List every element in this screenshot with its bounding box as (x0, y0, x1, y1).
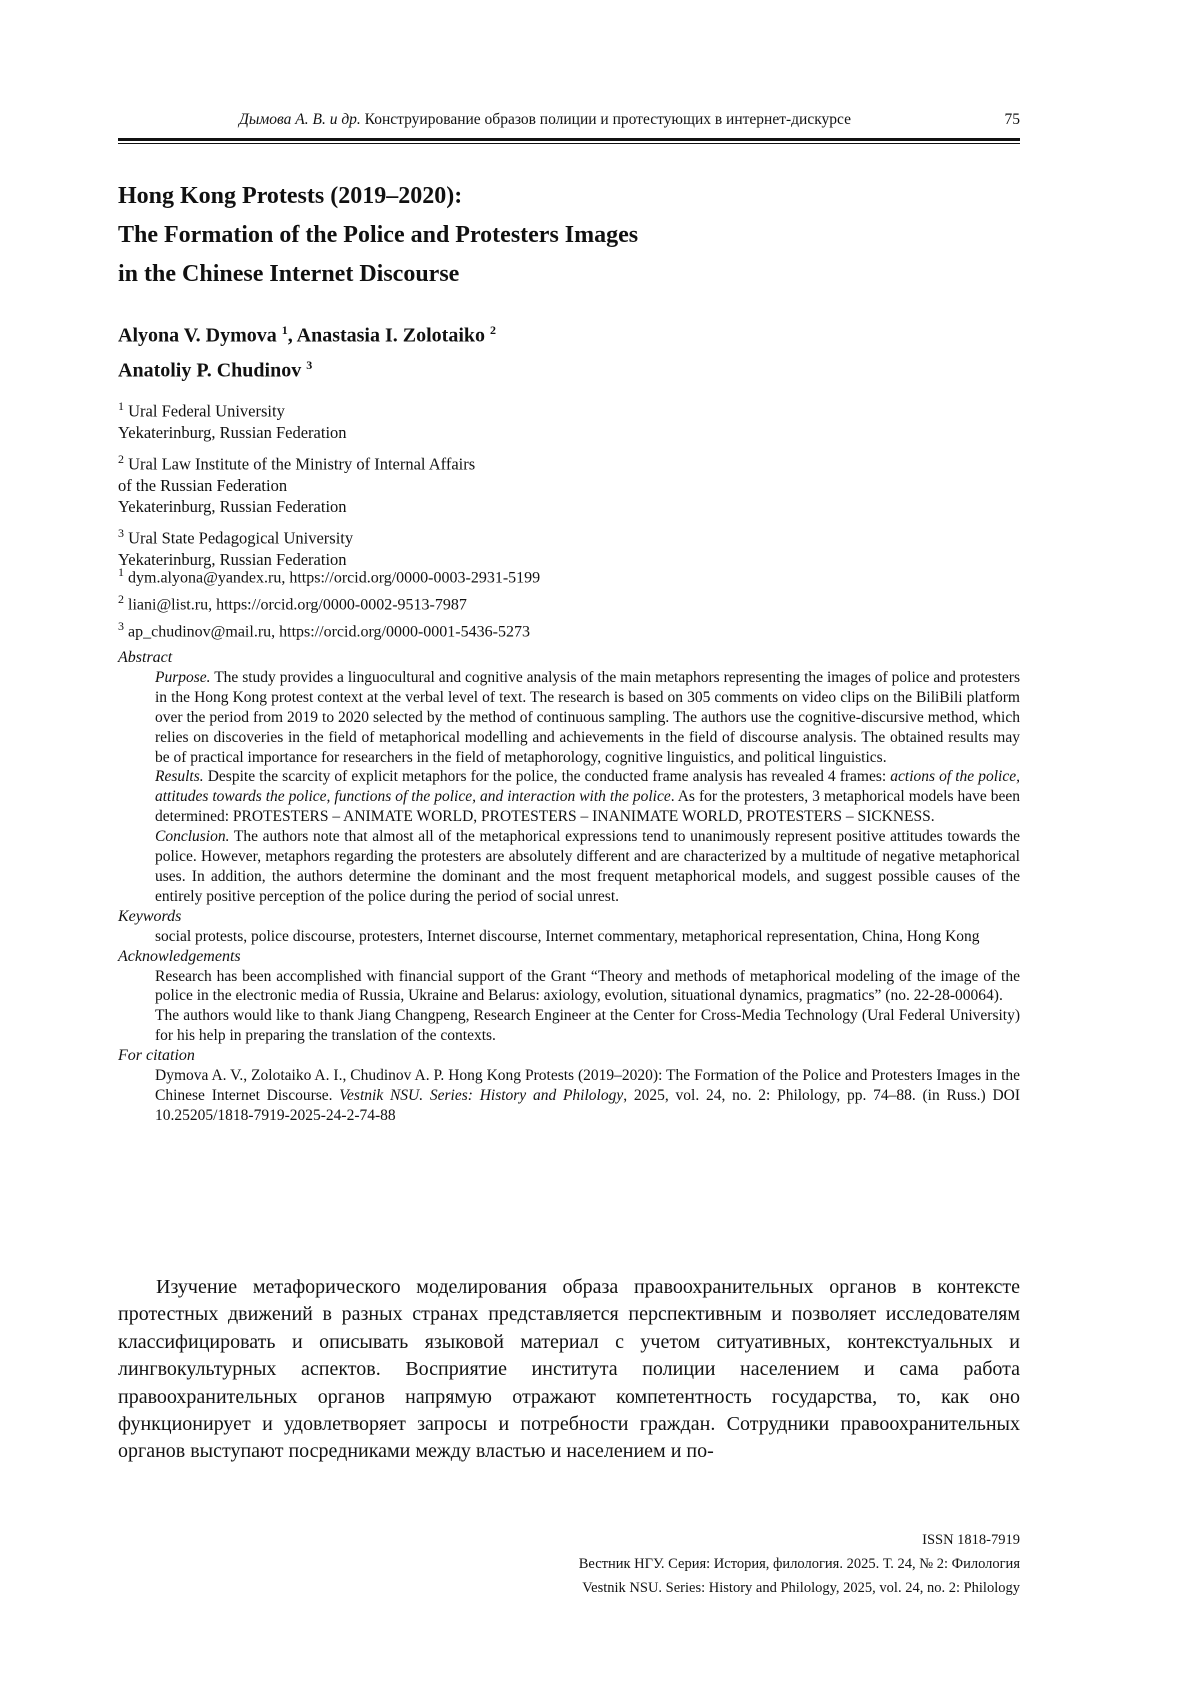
contact-line (118, 562, 1020, 589)
footer-journal-en: Vestnik NSU. Series: History and Philology, 2025, vol. 24, no. 2: Philology (582, 1580, 1020, 1596)
acknowledgements-para2: The authors would like to thank Jiang Changpeng, Research Engineer at the Center for Cross-Media Technology (Ural Federal University) for his help in preparing the translation of the contexts. (155, 1007, 1020, 1045)
acknowledgements-label: Acknowledgements (118, 947, 241, 965)
author-line-1 (118, 316, 1020, 351)
affiliation-line: of the Russian Federation (118, 475, 288, 495)
author-list (118, 316, 1020, 385)
affiliation-line (118, 449, 1020, 475)
author-separator: , (287, 324, 297, 347)
contact-email-orcid: liani@list.ru, https://orcid.org/0000-0002-9513-7987 (128, 596, 467, 614)
contact-line (118, 589, 1020, 616)
running-head-authors: Дымова А. В. и др. (239, 111, 361, 128)
results-text: . As for the protesters, 3 metaphorical models have been determined: PROTESTERS – ANIMATE WORLD, PROTESTERS – INANIMATE WORLD, PROTESTERS – SICKNESS. (155, 788, 1020, 826)
abstract-section (118, 648, 1020, 1126)
conclusion-lead: Conclusion. (155, 828, 230, 846)
article-title (118, 177, 1020, 294)
header-rule-bottom (118, 143, 1020, 145)
body-paragraph-ru: Изучение метафорического моделирования образа правоохранительных органов в контексте протестных движений в разных странах представляется перспективным и позволяет исследователям классифицировать и описывать языковой материал с учетом ситуативных, контекстуальных и лингвокультурных аспектов. Восприятие института полиции населением и сама работа правоохранительных органов напрямую отражают компетентность государства, то, как оно функционирует и удовлетворяет запросы и потребности граждан. Сотрудники правоохранительных органов выступают посредниками между властью и населением и по- (118, 1276, 1020, 1463)
abstract-label: Abstract (118, 649, 173, 666)
affiliation-line (118, 396, 1020, 422)
results-lead: Results. (155, 768, 204, 786)
abstract-purpose (118, 668, 1020, 768)
keywords-text: social protests, police discourse, protesters, Internet discourse, Internet commentary, metaphorical representation, China, Hong Kong (155, 927, 980, 945)
citation-part2: , 2025, vol. 24, no. 2: Philology, pp. 74–88. (in Russ.) DOI 10.25205/1818-7919-2025-24-2-74-88 (155, 1086, 1021, 1124)
abstract-conclusion (118, 827, 1020, 907)
affiliation-text: Ural State Pedagogical University (128, 528, 354, 547)
article-title-line2: The Formation of the Police and Protesters Images (118, 222, 639, 248)
affiliation-marker: 2 (118, 451, 124, 466)
acknowledgements-para1: Research has been accomplished with financial support of the Grant “Theory and methods of metaphorical modeling of the image of the police in the electronic media of Russia, Ukraine and Belarus: axiology, evolution, situational dynamics, pragmatics” (no. 22-28-00064). (155, 967, 1020, 1005)
contact-line (118, 616, 1020, 643)
citation-text (118, 1066, 1020, 1126)
page-footer (118, 1528, 1020, 1600)
affiliation-line (118, 523, 1020, 549)
citation-part1: Dymova A. V., Zolotaiko A. I., Chudinov A. P. Hong Kong Protests (2019–2020): The Formation of the Police and Protesters Images in the Chinese Internet Discourse. (155, 1067, 1020, 1104)
contact-email-orcid: dym.alyona@yandex.ru, https://orcid.org/0000-0003-2931-5199 (128, 569, 541, 587)
contact-marker: 2 (118, 591, 124, 606)
affiliation-line: Yekaterinburg, Russian Federation (118, 423, 347, 442)
header-rule-top (118, 138, 1020, 141)
affiliations (118, 396, 1020, 575)
article-title-line3: in the Chinese Internet Discourse (118, 261, 460, 287)
footer-journal-ru: Вестник НГУ. Серия: История, филология. 2025. Т. 24, № 2: Филология (578, 1556, 1020, 1572)
article-title-line1: Hong Kong Protests (2019–2020): (118, 183, 463, 209)
results-frames-italic: actions of the police, attitudes towards the police, functions of the police, and interaction with the police (155, 768, 1021, 806)
header-rule (118, 138, 1020, 144)
running-head-title: Конструирование образов полиции и протестующих в интернет-дискурсе (364, 111, 851, 128)
author-contacts (118, 562, 1020, 642)
keywords-label: Keywords (118, 907, 182, 925)
page-number: 75 (1004, 111, 1020, 128)
affiliation-text: Ural Federal University (128, 401, 285, 421)
body-text-ru (118, 1274, 1020, 1466)
contact-marker: 3 (118, 618, 124, 633)
abstract-results (118, 767, 1020, 827)
author-name: Anastasia I. Zolotaiko (296, 324, 486, 347)
author-name: Alyona V. Dymova (118, 324, 277, 347)
purpose-text: The study provides a linguocultural and cognitive analysis of the main metaphors representing the images of police and protesters in the Hong Kong protest context at the verbal level of text. The research is based on 305 comments on video clips on the BiliBili platform over the period from 2019 to 2020 selected by the method of continuous sampling. The authors use the cognitive-discursive method, which relies on discoveries in the field of metaphorical modelling and achievements in the field of discourse analysis. The obtained results may be of practical importance for researchers in the field of metaphorology, cognitive linguistics, and political linguistics. (155, 668, 1020, 766)
affiliation-text: Ural Law Institute of the Ministry of Internal Affairs (128, 454, 476, 473)
purpose-lead: Purpose. (155, 668, 211, 686)
author-name: Anatoliy P. Chudinov (118, 359, 302, 382)
citation-journal-italic: Vestnik NSU. Series: History and Philology (339, 1086, 624, 1104)
affiliation (118, 396, 1020, 444)
affiliation-line: Yekaterinburg, Russian Federation (118, 497, 347, 516)
footer-issn: ISSN 1818-7919 (922, 1532, 1020, 1548)
author-affiliation-marker: 3 (306, 357, 313, 372)
author-line-2 (118, 351, 1020, 386)
running-head (118, 111, 1020, 129)
running-head-text (118, 111, 972, 129)
affiliation (118, 449, 1020, 518)
author-affiliation-marker: 1 (281, 323, 288, 337)
results-text: Despite the scarcity of explicit metaphors for the police, the conducted frame analysis has revealed 4 frames: (203, 768, 891, 786)
for-citation-label: For citation (118, 1047, 195, 1065)
contact-email-orcid: ap_chudinov@mail.ru, https://orcid.org/0000-0001-5436-5273 (128, 622, 530, 640)
affiliation-marker: 1 (118, 399, 124, 413)
affiliation-marker: 3 (118, 525, 124, 540)
affiliation-line: Yekaterinburg, Russian Federation (118, 549, 347, 569)
contact-marker: 1 (118, 565, 124, 579)
author-affiliation-marker: 2 (490, 323, 497, 337)
conclusion-text: The authors note that almost all of the metaphorical expressions tend to unanimously represent positive attitudes towards the police. However, metaphors regarding the protesters are absolutely different and are characterized by a multitude of negative metaphorical uses. In addition, the authors determine the dominant and the most frequent metaphorical models, and suggest possible causes of the entirely positive perception of the police during the period of social unrest. (155, 828, 1020, 905)
